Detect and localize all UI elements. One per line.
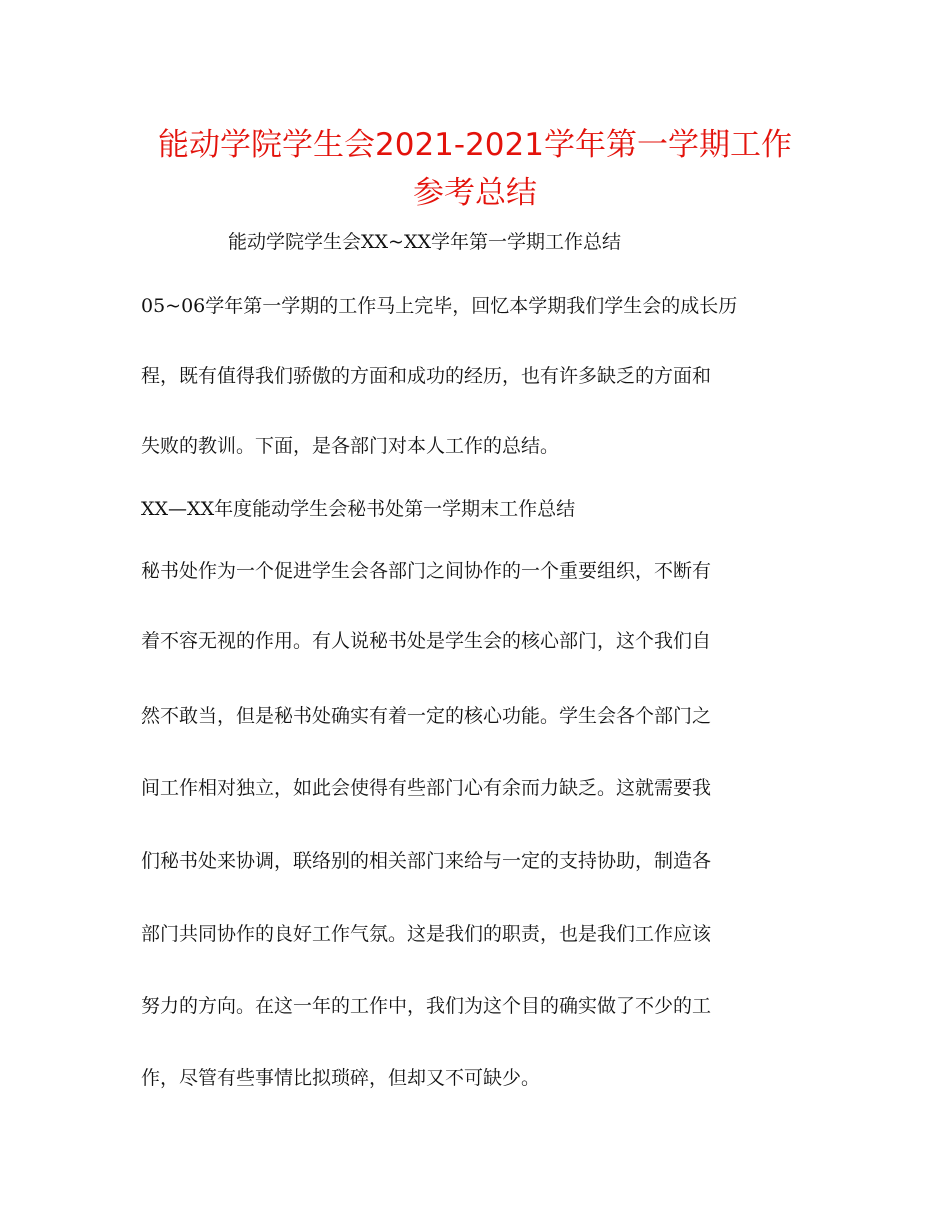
paragraph-line: 们秘书处来协调，联络别的相关部门来给与一定的支持协助，制造各: [141, 850, 712, 872]
paragraph-line: 部门共同协作的良好工作气氛。这是我们的职责，也是我们工作应该: [141, 923, 712, 945]
paragraph-line: 努力的方向。在这一年的工作中，我们为这个目的确实做了不少的工: [141, 995, 712, 1017]
section-heading: XX—XX年度能动学生会秘书处第一学期末工作总结: [141, 498, 576, 520]
paragraph-line: 着不容无视的作用。有人说秘书处是学生会的核心部门，这个我们自: [141, 630, 712, 652]
paragraph-line: 作，尽管有些事情比拟琐碎，但却又不可缺少。: [141, 1067, 541, 1089]
document-title-line-2: 参考总结: [413, 175, 537, 211]
paragraph-line: 秘书处作为一个促进学生会各部门之间协作的一个重要组织，不断有: [141, 560, 712, 582]
paragraph-line: 程，既有值得我们骄傲的方面和成功的经历，也有许多缺乏的方面和: [141, 365, 712, 387]
paragraph-line: 然不敢当，但是秘书处确实有着一定的核心功能。学生会各个部门之: [141, 705, 712, 727]
paragraph-line: 失败的教训。下面，是各部门对本人工作的总结。: [141, 435, 560, 457]
paragraph-line: 05~06学年第一学期的工作马上完毕，回忆本学期我们学生会的成长历: [141, 295, 738, 317]
document-title-line-1: 能动学院学生会2021-2021学年第一学期工作: [158, 127, 792, 163]
paragraph-line: 间工作相对独立，如此会使得有些部门心有余而力缺乏。这就需要我: [141, 777, 712, 799]
document-subtitle: 能动学院学生会XX~XX学年第一学期工作总结: [228, 231, 622, 253]
